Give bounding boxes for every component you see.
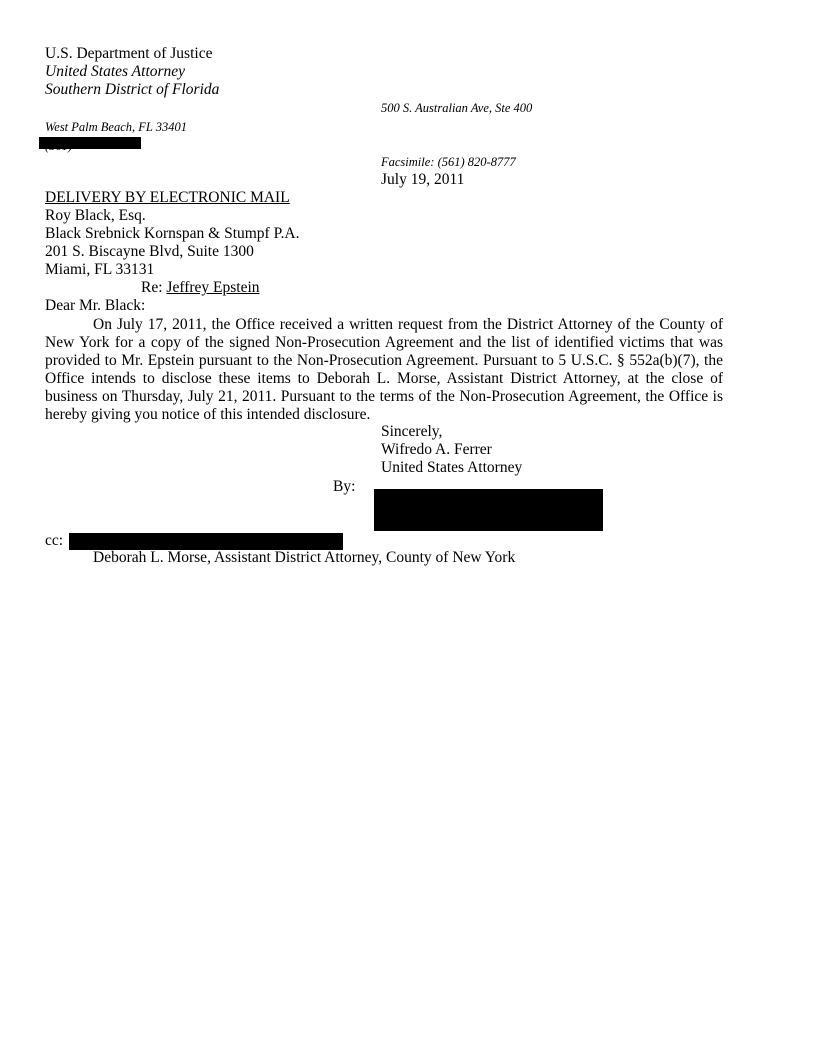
re-subject: Jeffrey Epstein <box>166 279 260 296</box>
by-label: By: <box>333 478 356 495</box>
recipient-firm: Black Srebnick Kornspan & Stumpf P.A. <box>45 225 300 242</box>
department-name: U.S. Department of Justice <box>45 45 213 62</box>
district-name: Southern District of Florida <box>45 81 220 98</box>
salutation: Dear Mr. Black: <box>45 297 146 314</box>
delivery-method: DELIVERY BY ELECTRONIC MAIL <box>45 189 290 206</box>
redaction-signature <box>374 489 603 531</box>
redaction-cc <box>69 533 343 550</box>
cc-label: cc: <box>45 532 64 549</box>
office-address: 500 S. Australian Ave, Ste 400 <box>381 101 533 115</box>
letter-body <box>45 316 723 424</box>
signer-name: Wifredo A. Ferrer <box>381 441 492 458</box>
signer-title: United States Attorney <box>381 459 523 476</box>
cc-recipient: Deborah L. Morse, Assistant District Attorney, County of New York <box>93 549 516 566</box>
recipient-name: Roy Black, Esq. <box>45 207 146 224</box>
recipient-street: 201 S. Biscayne Blvd, Suite 1300 <box>45 243 254 260</box>
letter-date: July 19, 2011 <box>381 171 465 188</box>
office-city: West Palm Beach, FL 33401 <box>45 120 188 134</box>
closing-sincerely: Sincerely, <box>381 423 443 440</box>
body-paragraph: On July 17, 2011, the Office received a written request from the District Attorney of the County of New York for a copy of the signed Non-Prosecution Agreement and the list of identified victims that was provided to Mr. Epstein pursuant to the Non-Prosecution Agreement. Pursuant to 5 U.S.C. § 552a(b)(7), the Office intends to disclose these items to Deborah L. Morse, Assistant District Attorney, at the close of business on Thursday, July 21, 2011. Pursuant to the terms of the Non-Prosecution Agreement, the Office is hereby giving you notice of this intended disclosure. <box>45 316 723 423</box>
re-label: Re: <box>141 279 163 296</box>
office-name: United States Attorney <box>45 63 186 80</box>
re-line <box>141 279 260 297</box>
recipient-city: Miami, FL 33131 <box>45 261 155 278</box>
fax-number: Facsimile: (561) 820-8777 <box>381 155 516 169</box>
redaction-phone <box>39 137 141 149</box>
